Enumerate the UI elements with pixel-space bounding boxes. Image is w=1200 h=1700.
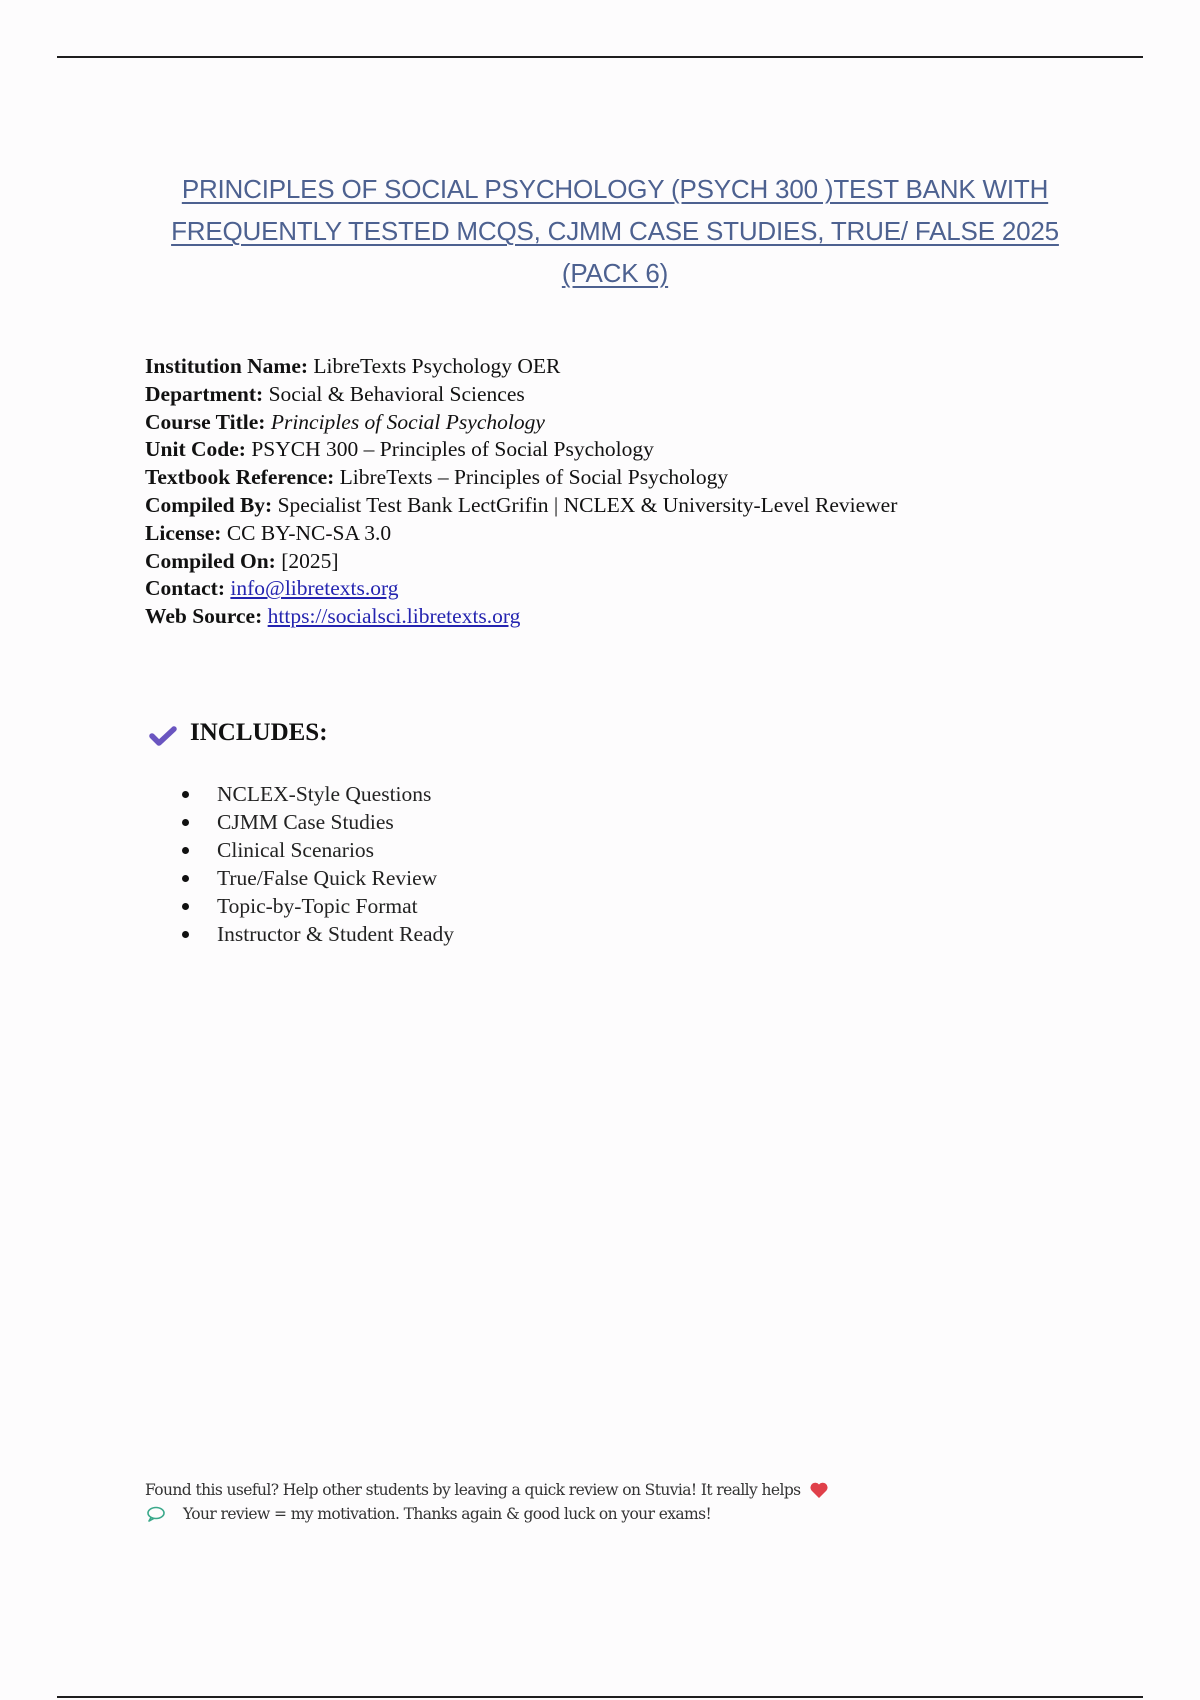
- includes-list: [182, 780, 454, 948]
- meta-license: [145, 520, 897, 548]
- document-title: [120, 168, 1110, 294]
- meta-department: [145, 381, 897, 409]
- bullet-icon: [182, 931, 189, 938]
- list-item-text: Clinical Scenarios: [217, 838, 375, 862]
- meta-value: Specialist Test Bank LectGrifin | NCLEX & University-Level Reviewer: [277, 492, 898, 517]
- bullet-icon: [182, 791, 189, 798]
- heart-icon: [809, 1481, 829, 1499]
- bullet-icon: [182, 819, 189, 826]
- bullet-icon: [182, 875, 189, 882]
- meta-label: Unit Code:: [145, 437, 246, 462]
- meta-label: Contact:: [145, 576, 226, 601]
- meta-unit-code: [145, 436, 897, 464]
- meta-value: LibreTexts – Principles of Social Psychology: [339, 465, 729, 490]
- list-item-text: CJMM Case Studies: [217, 810, 394, 834]
- meta-compiled-by: [145, 492, 897, 520]
- speech-bubble-icon: [145, 1505, 167, 1523]
- list-item: [182, 780, 454, 808]
- meta-label: Department:: [145, 381, 264, 406]
- meta-contact: [145, 575, 897, 603]
- list-item: [182, 864, 454, 892]
- check-mark-icon: [148, 722, 178, 748]
- bullet-icon: [182, 903, 189, 910]
- meta-label: Compiled By:: [145, 492, 273, 517]
- review-note: [145, 1478, 829, 1526]
- bottom-rule: [57, 1696, 1143, 1698]
- meta-value: PSYCH 300 – Principles of Social Psychology: [251, 437, 654, 462]
- list-item-text: Topic-by-Topic Format: [217, 894, 418, 918]
- list-item: [182, 892, 454, 920]
- list-item: [182, 920, 454, 948]
- meta-value: [2025]: [281, 548, 339, 573]
- meta-label: Course Title:: [145, 409, 266, 434]
- list-item: [182, 808, 454, 836]
- web-source-link[interactable]: https://socialsci.libretexts.org: [267, 604, 521, 629]
- meta-label: Institution Name:: [145, 354, 309, 378]
- title-line-2: FREQUENTLY TESTED MCQS, CJMM CASE STUDIES, TRUE/ FALSE 2025: [171, 216, 1059, 246]
- meta-value: Social & Behavioral Sciences: [268, 381, 525, 406]
- meta-label: License:: [145, 520, 222, 545]
- list-item-text: NCLEX-Style Questions: [217, 782, 432, 806]
- review-note-line-1: [145, 1478, 829, 1502]
- title-line-3: (PACK 6): [561, 258, 669, 288]
- title-line-1: PRINCIPLES OF SOCIAL PSYCHOLOGY (PSYCH 300 )TEST BANK WITH: [181, 174, 1049, 204]
- list-item: [182, 836, 454, 864]
- top-rule: [57, 56, 1143, 58]
- includes-title: INCLUDES:: [190, 719, 328, 746]
- includes-heading: [148, 718, 328, 748]
- review-thanks-text: Your review = my motivation. Thanks again & good luck on your exams!: [183, 1505, 712, 1523]
- meta-label: Web Source:: [145, 604, 263, 629]
- meta-web-source: [145, 603, 897, 631]
- list-item-text: True/False Quick Review: [217, 866, 438, 890]
- meta-textbook-reference: [145, 464, 897, 492]
- review-request-text: Found this useful? Help other students by leaving a quick review on Stuvia! It really helps: [145, 1481, 801, 1499]
- contact-email-link[interactable]: info@libretexts.org: [230, 576, 399, 601]
- meta-institution: [145, 353, 897, 381]
- review-note-line-2: [145, 1502, 829, 1526]
- meta-course-title: [145, 409, 897, 437]
- meta-value: CC BY-NC-SA 3.0: [226, 520, 392, 545]
- list-item-text: Instructor & Student Ready: [217, 922, 455, 946]
- meta-value: LibreTexts Psychology OER: [313, 354, 561, 378]
- meta-label: Compiled On:: [145, 548, 276, 573]
- meta-value: Principles of Social Psychology: [270, 409, 545, 434]
- course-metadata: [145, 353, 897, 631]
- bullet-icon: [182, 847, 189, 854]
- meta-compiled-on: [145, 548, 897, 576]
- meta-label: Textbook Reference:: [145, 465, 335, 490]
